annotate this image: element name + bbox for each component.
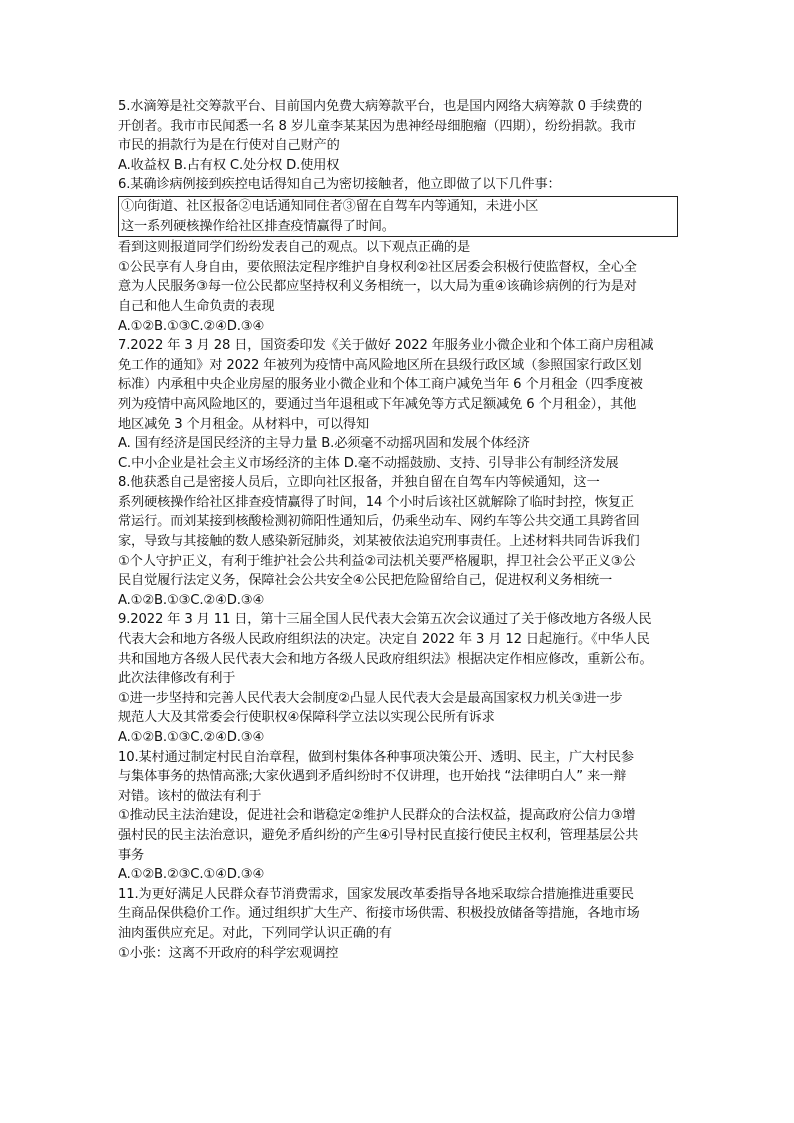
text-line: 油肉蛋供应充足。对此，下列同学认识正确的有 (118, 925, 392, 941)
question-9 (118, 610, 678, 747)
text-line: 列为疫情中高风险地区的，要通过当年退租或下年减免等方式足额减免 6 个月租金），其他 (118, 396, 637, 412)
question-stem: 6.某确诊病例接到疾控电话得知自己为密切接触者，他立即做了以下几件事： (118, 177, 561, 193)
question-8 (118, 473, 678, 610)
text-line: 免工作的通知》对 2022 年被列为疫情中高风险地区所在县级行政区域（参照国家行政区划 (118, 357, 642, 373)
question-5 (118, 97, 678, 175)
text-line: 5.水滴筹是社交筹款平台、目前国内免费大病筹款平台，也是国内网络大病筹款 0 手续费的 (118, 99, 643, 114)
material-box (118, 196, 678, 237)
text-line: ①进一步坚持和完善人民代表大会制度②凸显人民代表大会是最高国家权力机关③进一步 (118, 690, 623, 706)
text-line: 此次法律修改有利于 (118, 671, 236, 687)
text-line: 标准）内承租中央企业房屋的服务业小微企业和个体工商户减免当年 6 个月租金（四季度被 (118, 377, 643, 393)
text-line: 对错。该村的做法有利于 (118, 788, 262, 804)
text-line: 家，导致与其接触的数人感染新冠肺炎，刘某被依法追究刑事责任。上述材料共同告诉我们 (118, 534, 640, 550)
text-line: ①公民享有人身自由，要依照法定程序维护自身权利②社区居委会积极行使监督权，全心全 (118, 259, 637, 275)
answer-options: A.收益权 B.占有权 C.处分权 D.使用权 (118, 157, 340, 173)
text-line: 与集体事务的热情高涨;大家伙遇到矛盾纠纷时不仅讲理，也开始找 “法律明白人” 来一辩 (118, 769, 627, 785)
text-line: 事务 (118, 847, 145, 863)
text-line: 规范人大及其常委会行使职权④保障科学立法以实现公民所有诉求 (118, 710, 495, 726)
text-line: 7.2022 年 3 月 28 日，国资委印发《关于做好 2022 年服务业小微企业和个体工商户房租减 (118, 338, 654, 354)
answer-options: A.①②B.②③C.①④D.③④ (118, 867, 265, 883)
text-line: 共和国地方各级人民代表大会和地方各级人民政府组织法》根据决定作相应修改，重新公布。 (118, 651, 653, 667)
answer-options: C.中小企业是社会主义市场经济的主体 D.毫不动摇鼓励、支持、引导非公有制经济发展 (118, 455, 619, 471)
answer-options: A. 国有经济是国民经济的主导力量 B.必须毫不动摇巩固和发展个体经济 (118, 436, 530, 452)
answer-options: A.①②B.①③C.②④D.③④ (118, 592, 265, 608)
text-line: 系列硬核操作给社区排查疫情赢得了时间，14 个小时后该社区就解除了临时封控，恢复正 (118, 494, 634, 510)
text-line: 8.他获悉自己是密接人员后，立即向社区报备，并独自留在自驾车内等候通知，这一 (118, 475, 600, 491)
question-10 (118, 748, 678, 885)
text-line: 地区减免 3 个月租金。从材料中，可以得知 (118, 416, 369, 432)
text-line: 强村民的民主法治意识，避免矛盾纠纷的产生④引导村民直接行使民主权利，管理基层公共 (118, 827, 639, 843)
question-6 (118, 175, 678, 336)
text-line: 自己和他人生命负责的表现 (118, 298, 275, 314)
text-line: 11.为更好满足人民群众春节消费需求，国家发展改革委指导各地采取综合措施推进重要民 (118, 886, 634, 902)
text-line: ①向街道、社区报备②电话通知同住者③留在自驾车内等通知，未进小区 (121, 198, 539, 214)
text-line: 开创者。我市市民闻悉一名 8 岁儿童李某某因为患神经母细胞瘤（四期），纷纷捐款。我市 (118, 118, 637, 134)
text-line: 看到这则报道同学们纷纷发表自己的观点。以下观点正确的是 (118, 240, 471, 256)
document-page (118, 97, 678, 963)
answer-options: A.①②B.①③C.②④D.③④ (118, 730, 265, 745)
question-11 (118, 885, 678, 963)
text-line: 民自觉履行法定义务，保障社会公共安全④公民把危险留给自己，促进权利义务相统一 (118, 573, 613, 589)
text-line: 市民的捐款行为是在行使对自己财产的 (118, 138, 340, 154)
text-line: 9.2022 年 3 月 11 日，第十三届全国人民代表大会第五次会议通过了关于修改地方各级人民 (118, 612, 652, 628)
text-line: 意为人民服务③每一位公民都应坚持权利义务相统一，以大局为重④该确诊病例的行为是对 (118, 279, 637, 295)
answer-options: A.①②B.①③C.②④D.③④ (118, 318, 265, 334)
text-line: 生商品保供稳价工作。通过组织扩大生产、衔接市场供需、积极投放储备等措施，各地市场 (118, 906, 640, 922)
text-line: 10.某村通过制定村民自治章程，做到村集体各种事项决策公开、透明、民主，广大村民参 (118, 749, 634, 765)
text-line: 这一系列硬核操作给社区排查疫情赢得了时间。 (121, 218, 395, 234)
text-line: ①推动民主法治建设，促进社会和谐稳定②维护人民群众的合法权益，提高政府公信力③增 (118, 808, 636, 824)
text-line: ①小张：这离不开政府的科学宏观调控 (118, 945, 339, 961)
text-line: 代表大会和地方各级人民政府组织法的决定。决定自 2022 年 3 月 12 日起施行。《中华人民 (118, 632, 650, 648)
text-line: 常运行。而刘某接到核酸检测初筛阳性通知后，仍乘坐动车、网约车等公共交通工具跨省回 (118, 514, 640, 530)
text-line: ①个人守护正义，有利于维护社会公共利益②司法机关要严格履职，捍卫社会公平正义③公 (118, 553, 636, 569)
question-7 (118, 336, 678, 473)
